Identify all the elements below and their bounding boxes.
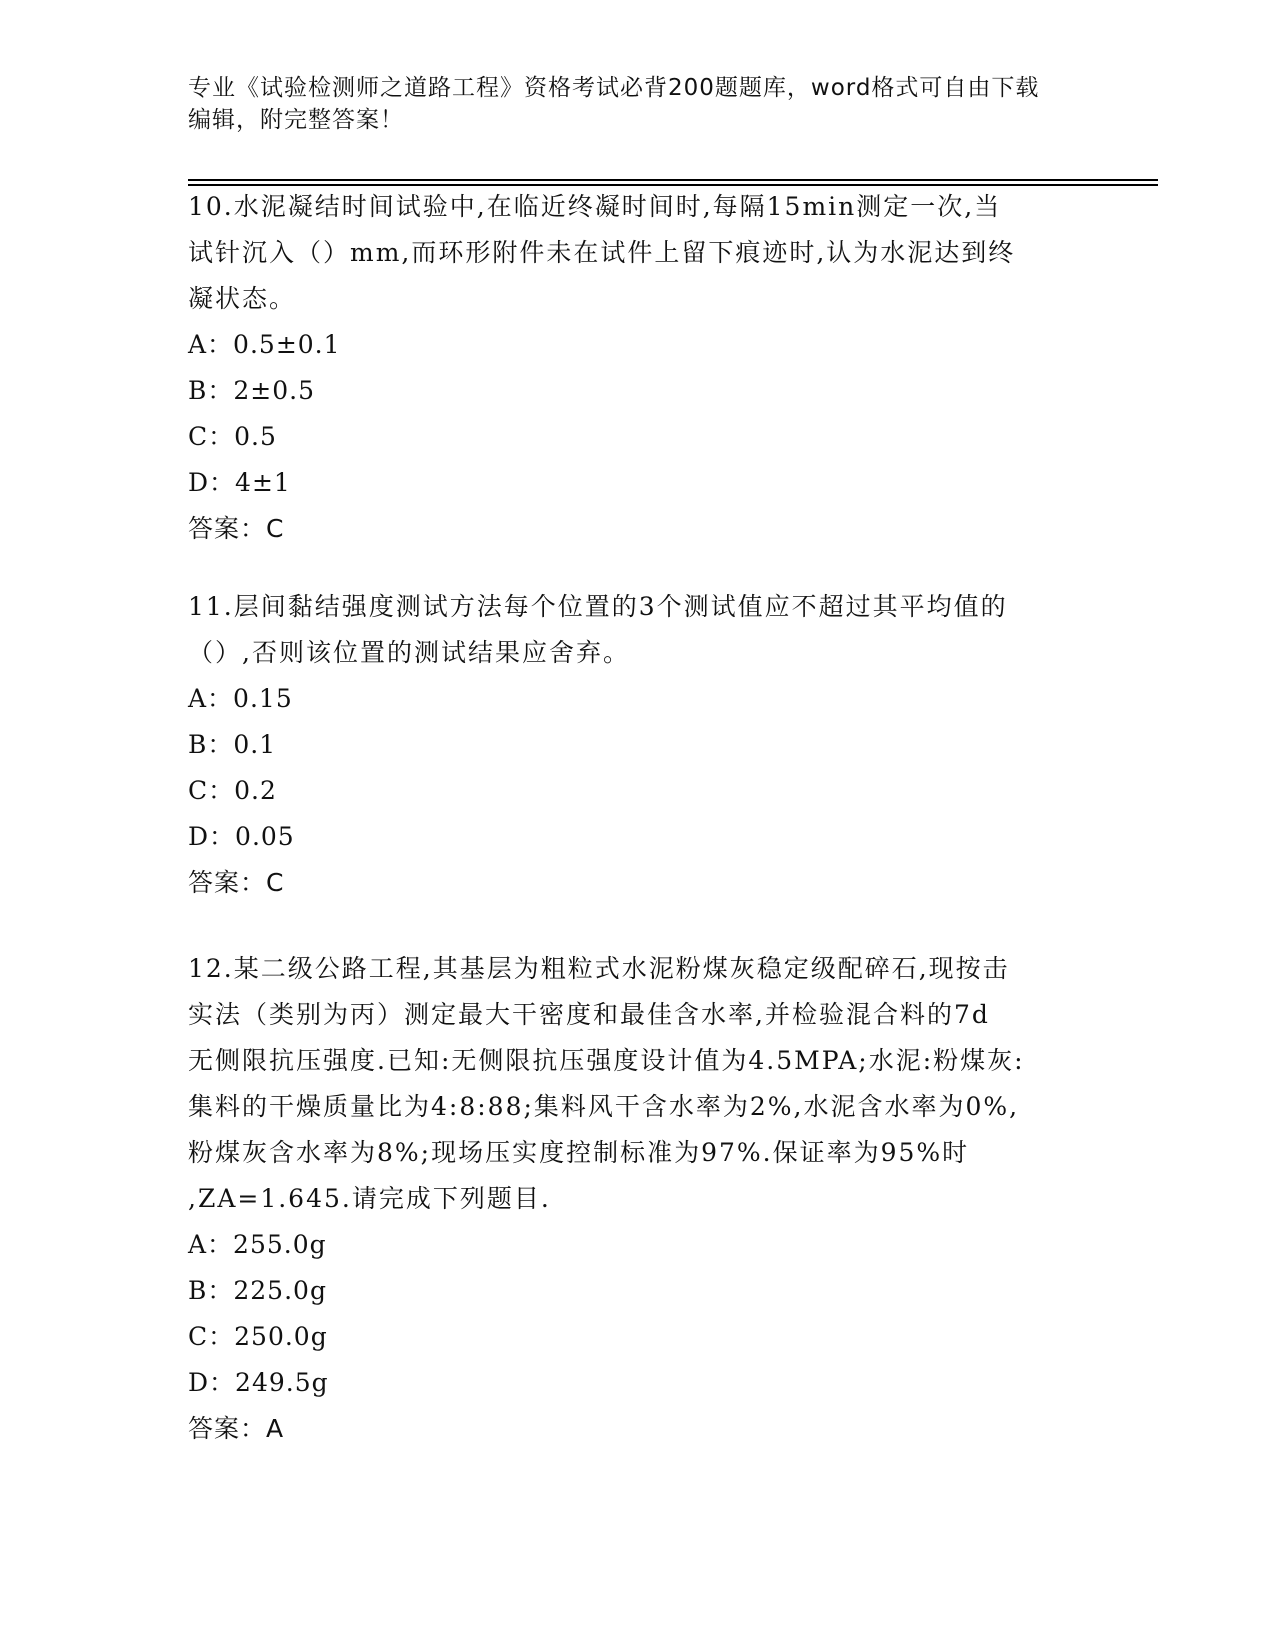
option-a: A：255.0g <box>188 1230 327 1259</box>
question-stem-line: 集料的干燥质量比为4:8:88;集料风干含水率为2%,水泥含水率为0%, <box>188 1092 1020 1121</box>
question-stem-line: 10.水泥凝结时间试验中,在临近终凝时间时,每隔15min测定一次,当 <box>188 192 1002 221</box>
option-c: C：0.2 <box>188 776 277 805</box>
option-b: B：2±0.5 <box>188 376 315 405</box>
question-stem-line: ,ZA=1.645.请完成下列题目. <box>188 1184 551 1213</box>
question-10 <box>188 184 1088 552</box>
option-a: A：0.5±0.1 <box>188 330 341 359</box>
option-d: D：249.5g <box>188 1368 329 1397</box>
question-stem-line: 11.层间黏结强度测试方法每个位置的3个测试值应不超过其平均值的 <box>188 592 1008 621</box>
option-d: D：0.05 <box>188 822 295 851</box>
question-stem-line: 无侧限抗压强度.已知:无侧限抗压强度设计值为4.5MPA;水泥:粉煤灰: <box>188 1046 1025 1075</box>
question-stem-line: 粉煤灰含水率为8%;现场压实度控制标准为97%.保证率为95%时 <box>188 1138 970 1167</box>
option-c: C：0.5 <box>188 422 277 451</box>
option-b: B：0.1 <box>188 730 277 759</box>
answer-line: 答案：A <box>188 1414 285 1443</box>
option-a: A：0.15 <box>188 684 293 713</box>
answer-line: 答案：C <box>188 514 285 543</box>
option-b: B：225.0g <box>188 1276 327 1305</box>
header-line-1: 专业《试验检测师之道路工程》资格考试必背200题题库，word格式可自由下载 <box>188 75 1040 101</box>
question-12 <box>188 946 1088 1452</box>
question-stem-line: （）,否则该位置的测试结果应舍弃。 <box>188 638 630 667</box>
option-d: D：4±1 <box>188 468 291 497</box>
document-header <box>188 72 1088 136</box>
option-c: C：250.0g <box>188 1322 328 1351</box>
question-stem-line: 试针沉入（）mm,而环形附件未在试件上留下痕迹时,认为水泥达到终 <box>188 238 1016 267</box>
question-stem-line: 实法（类别为丙）测定最大干密度和最佳含水率,并检验混合料的7d <box>188 1000 990 1029</box>
answer-line: 答案：C <box>188 868 285 897</box>
header-line-2: 编辑，附完整答案！ <box>188 107 404 133</box>
question-stem-line: 12.某二级公路工程,其基层为粗粒式水泥粉煤灰稳定级配碎石,现按击 <box>188 954 1010 983</box>
question-11 <box>188 584 1088 906</box>
question-stem-line: 凝状态。 <box>188 284 297 313</box>
header-divider-top <box>188 179 1158 181</box>
